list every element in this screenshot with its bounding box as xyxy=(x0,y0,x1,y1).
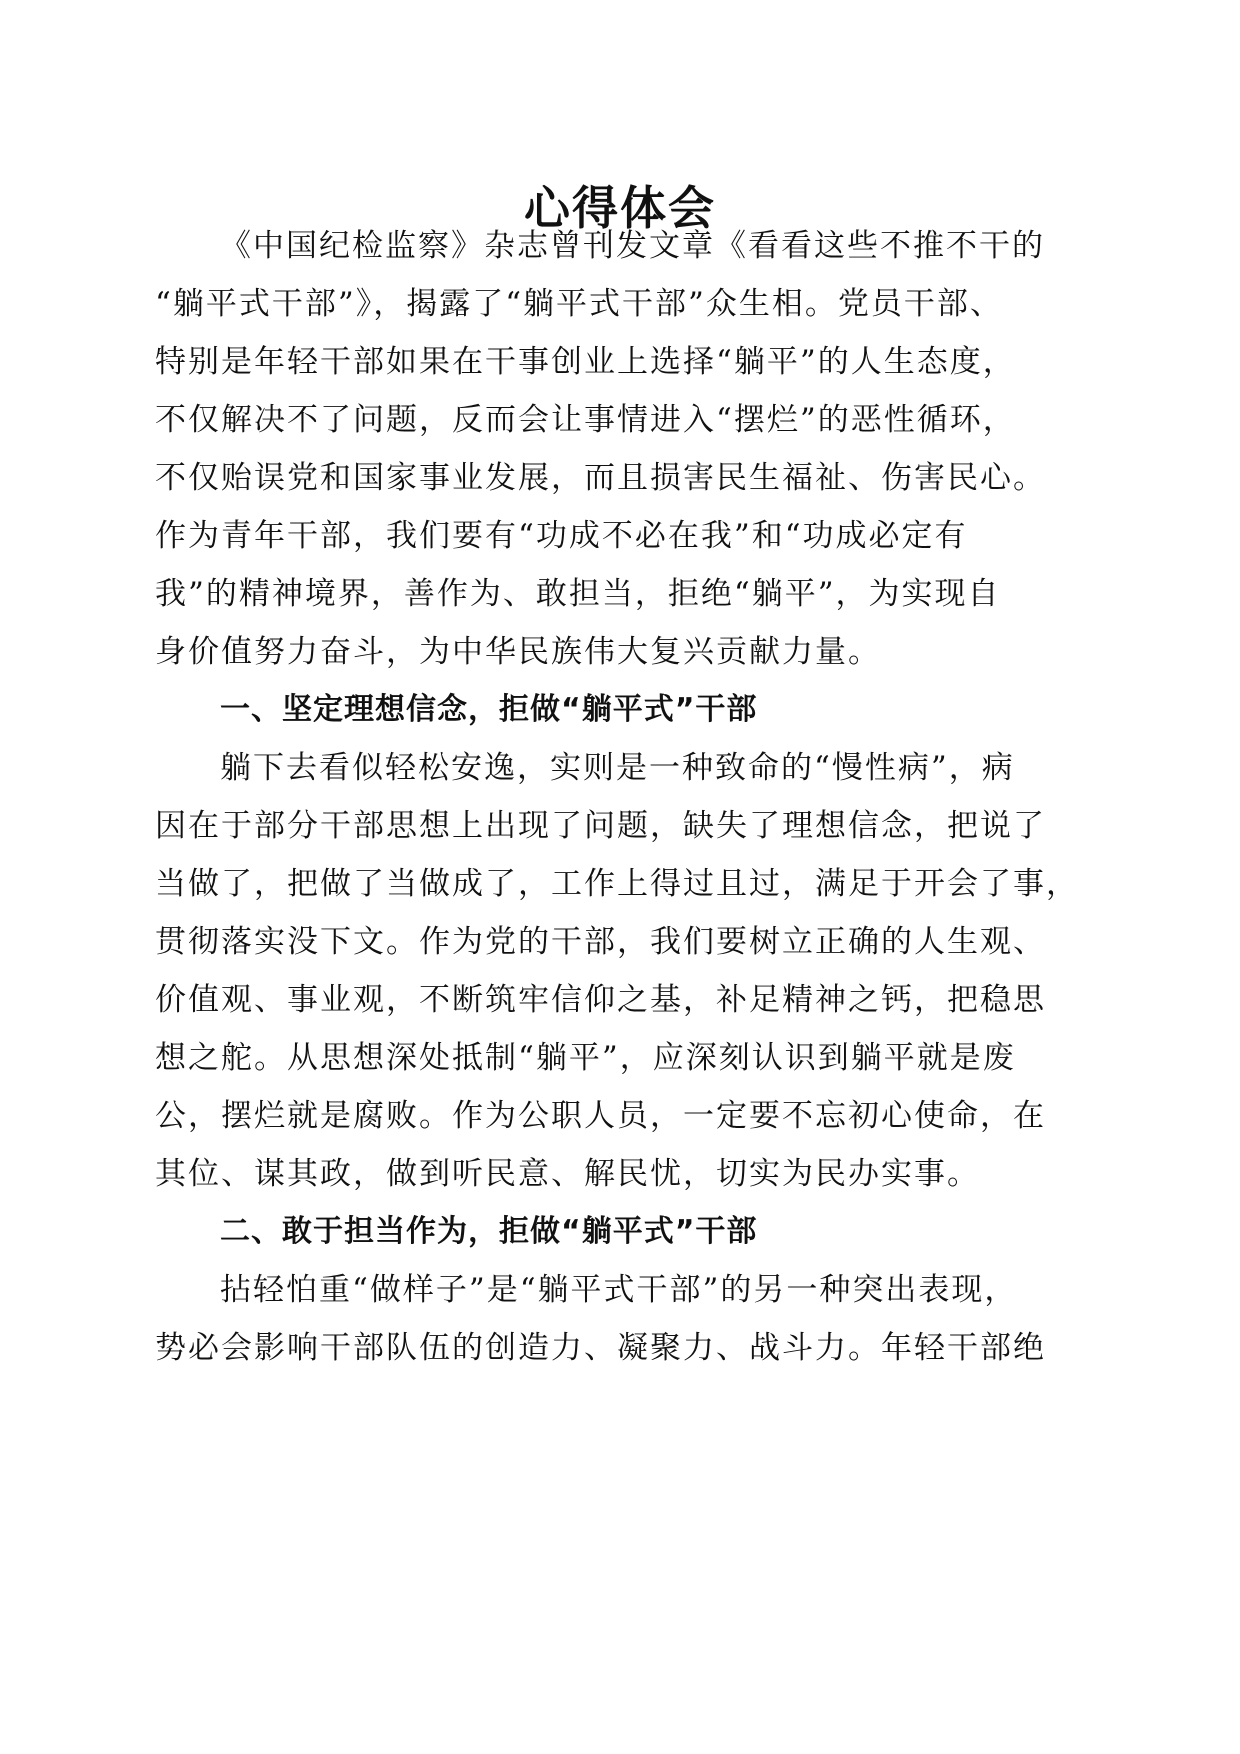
document-title: 心得体会 xyxy=(524,181,716,235)
intro-line-7: 我”的精神境界，善作为、敢担当，拒绝“躺平”，为实现自 xyxy=(155,576,1001,612)
section-2-line-1: 拈轻怕重“做样子”是“躺平式干部”的另一种突出表现， xyxy=(220,1272,1018,1308)
section-1-line-2: 因在于部分干部思想上出现了问题，缺失了理想信念，把说了 xyxy=(155,808,1046,844)
intro-line-8: 身价值努力奋斗，为中华民族伟大复兴贡献力量。 xyxy=(155,634,881,670)
intro-line-6: 作为青年干部，我们要有“功成不必在我”和“功成必定有 xyxy=(155,518,968,554)
intro-line-5: 不仅贻误党和国家事业发展，而且损害民生福祉、伤害民心。 xyxy=(155,460,1046,496)
section-1-line-6: 想之舵。从思想深处抵制“躺平”，应深刻认识到躺平就是废 xyxy=(155,1040,1016,1076)
section-1-line-1: 躺下去看似轻松安逸，实则是一种致命的“慢性病”，病 xyxy=(220,750,1015,786)
section-1-line-8: 其位、谋其政，做到听民意、解民忧，切实为民办实事。 xyxy=(155,1156,980,1192)
intro-line-1: 《中国纪检监察》杂志曾刊发文章《看看这些不推不干的 xyxy=(220,228,1045,264)
intro-line-2: “躺平式干部”》，揭露了“躺平式干部”众生相。党员干部、 xyxy=(155,286,1003,322)
section-2-heading: 二、敢于担当作为，拒做“躺平式”干部 xyxy=(220,1214,758,1249)
section-2-line-2: 势必会影响干部队伍的创造力、凝聚力、战斗力。年轻干部绝 xyxy=(155,1330,1046,1366)
section-1-line-3: 当做了，把做了当做成了，工作上得过且过，满足于开会了事， xyxy=(155,866,1079,902)
section-1-line-4: 贯彻落实没下文。作为党的干部，我们要树立正确的人生观、 xyxy=(155,924,1046,960)
section-1-heading: 一、坚定理想信念，拒做“躺平式”干部 xyxy=(220,692,758,727)
intro-line-4: 不仅解决不了问题，反而会让事情进入“摆烂”的恶性循环， xyxy=(155,402,1016,438)
section-1-line-5: 价值观、事业观，不断筑牢信仰之基，补足精神之钙，把稳思 xyxy=(155,982,1046,1018)
intro-line-3: 特别是年轻干部如果在干事创业上选择“躺平”的人生态度， xyxy=(155,344,1016,380)
section-1-line-7: 公，摆烂就是腐败。作为公职人员，一定要不忘初心使命，在 xyxy=(155,1098,1046,1134)
